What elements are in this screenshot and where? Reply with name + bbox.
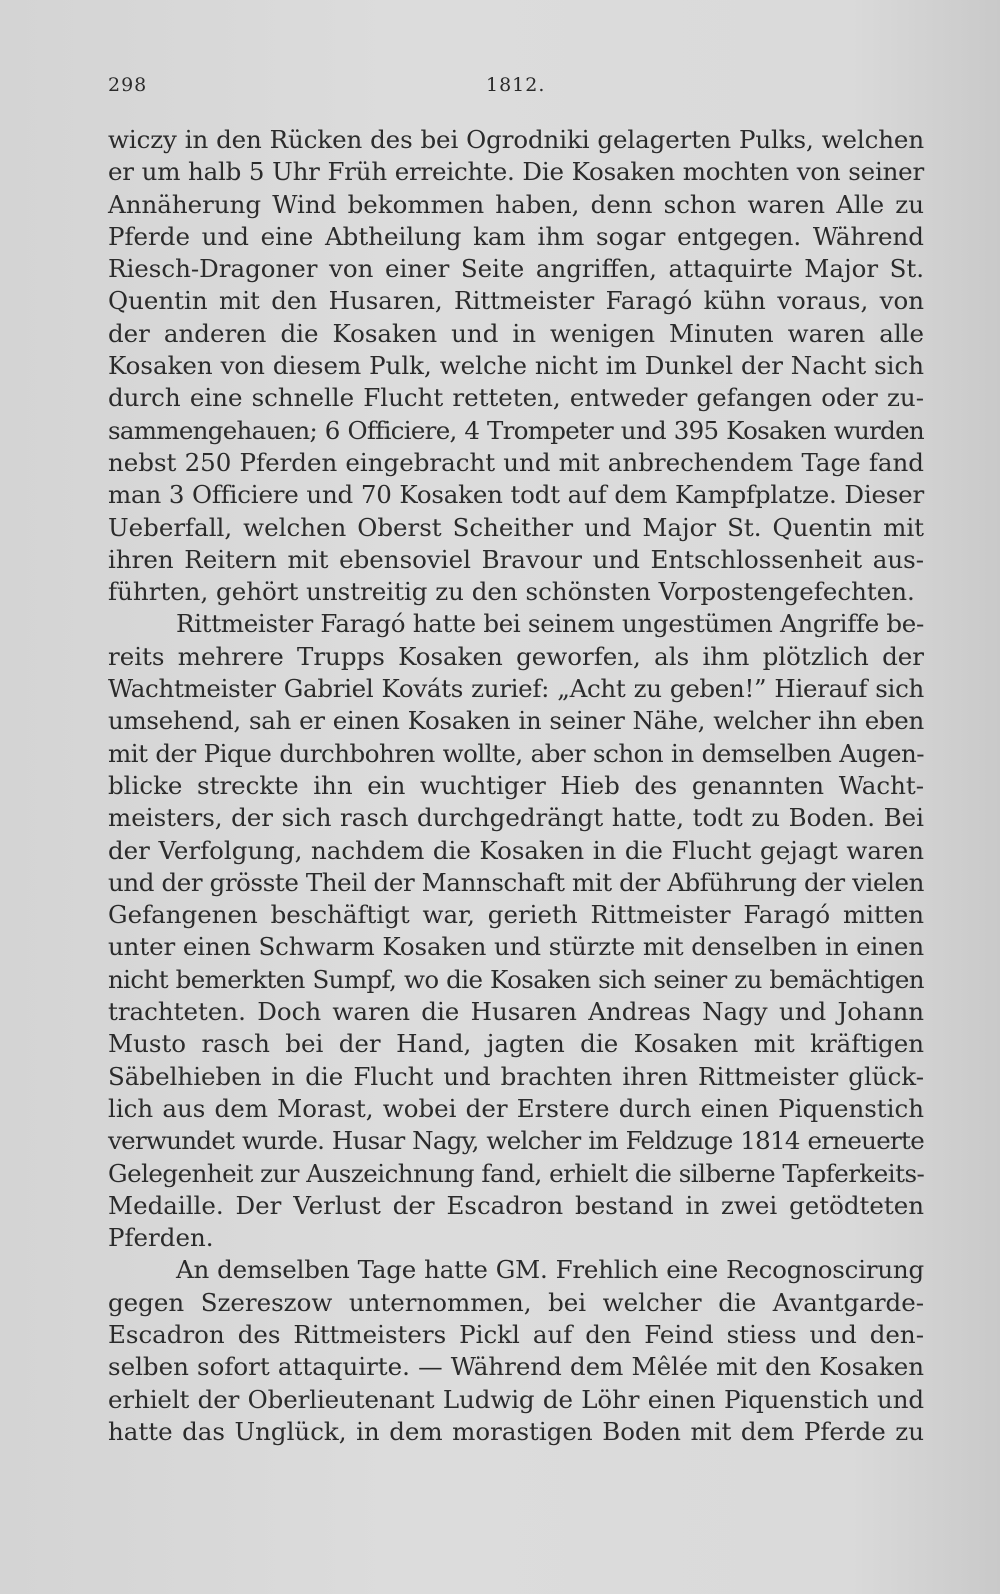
text-line: An demselben Tage hatte GM. Frehlich eine Recognoscirung bbox=[176, 1255, 924, 1285]
text-line: durch eine schnelle Flucht retteten, entweder gefangen oder zu- bbox=[108, 383, 924, 413]
text-line: erhielt der Oberlieutenant Ludwig de Löhr einen Piquenstich und bbox=[108, 1384, 924, 1414]
body-text bbox=[108, 124, 924, 1448]
text-line: Pferden. bbox=[108, 1223, 214, 1253]
text-line: Rittmeister Faragó hatte bei seinem ungestümen Angriffe be- bbox=[176, 609, 924, 639]
text-line: lich aus dem Morast, wobei der Erstere durch einen Piquenstich bbox=[108, 1093, 924, 1123]
text-line: trachteten. Doch waren die Husaren Andreas Nagy und Johann bbox=[108, 997, 924, 1027]
text-line: wiczy in den Rücken des bei Ogrodniki gelagerten Pulks, welchen bbox=[108, 125, 924, 154]
text-line: Annäherung Wind bekommen haben, denn schon waren Alle zu bbox=[108, 189, 924, 219]
text-line: der anderen die Kosaken und in wenigen Minuten waren alle bbox=[108, 318, 924, 348]
text-line: Kosaken von diesem Pulk, welche nicht im Dunkel der Nacht sich bbox=[108, 351, 924, 381]
text-line: nicht bemerkten Sumpf, wo die Kosaken sich seiner zu bemächtigen bbox=[108, 964, 924, 994]
text-line: hatte das Unglück, in dem morastigen Boden mit dem Pferde zu bbox=[108, 1416, 924, 1446]
text-line: unter einen Schwarm Kosaken und stürzte mit denselben in einen bbox=[108, 932, 924, 962]
text-line: blicke streckte ihn ein wuchtiger Hieb des genannten Wacht- bbox=[108, 770, 924, 800]
text-line: umsehend, sah er einen Kosaken in seiner Nähe, welcher ihn eben bbox=[108, 706, 924, 736]
text-line: ihren Reitern mit ebensoviel Bravour und Entschlossenheit aus- bbox=[108, 544, 924, 574]
text-line: führten, gehört unstreitig zu den schönsten Vorpostengefechten. bbox=[108, 577, 915, 607]
text-line: Wachtmeister Gabriel Kováts zurief: „Acht zu geben!” Hierauf sich bbox=[108, 674, 924, 704]
text-line: nebst 250 Pferden eingebracht und mit anbrechendem Tage fand bbox=[108, 447, 924, 477]
text-line: der Verfolgung, nachdem die Kosaken in die Flucht gejagt waren bbox=[108, 835, 924, 865]
text-line: Musto rasch bei der Hand, jagten die Kosaken mit kräftigen bbox=[108, 1029, 924, 1059]
text-line: Pferde und eine Abtheilung kam ihm sogar entgegen. Während bbox=[108, 221, 924, 251]
text-line: sammengehauen; 6 Officiere, 4 Trompeter und 395 Kosaken wurden bbox=[108, 415, 924, 445]
text-line: Escadron des Rittmeisters Pickl auf den Feind stiess und den- bbox=[108, 1319, 924, 1349]
text-line: meisters, der sich rasch durchgedrängt hatte, todt zu Boden. Bei bbox=[108, 803, 924, 833]
text-line: selben sofort attaquirte. — Während dem Mêlée mit den Kosaken bbox=[108, 1352, 924, 1382]
text-line: Ueberfall, welchen Oberst Scheither und Major St. Quentin mit bbox=[108, 512, 924, 542]
text-line: verwundet wurde. Husar Nagy, welcher im Feldzuge 1814 erneuerte bbox=[108, 1126, 924, 1156]
page-number: 298 bbox=[108, 74, 148, 96]
running-head bbox=[108, 74, 916, 104]
text-line: mit der Pique durchbohren wollte, aber schon in demselben Augen- bbox=[108, 738, 924, 768]
text-line: Gelegenheit zur Auszeichnung fand, erhielt die silberne Tapferkeits- bbox=[108, 1158, 925, 1188]
text-line: und der grösste Theil der Mannschaft mit der Abführung der vielen bbox=[108, 867, 924, 897]
text-line: Quentin mit den Husaren, Rittmeister Faragó kühn voraus, von bbox=[108, 286, 924, 316]
running-head-year: 1812. bbox=[486, 74, 546, 96]
text-line: Riesch-Dragoner von einer Seite angriffen, attaquirte Major St. bbox=[108, 254, 924, 284]
text-line: Säbelhieben in die Flucht und brachten ihren Rittmeister glück- bbox=[108, 1061, 924, 1091]
text-line: Gefangenen beschäftigt war, gerieth Rittmeister Faragó mitten bbox=[108, 900, 924, 930]
text-line: gegen Szereszow unternommen, bei welcher die Avantgarde- bbox=[108, 1287, 924, 1317]
text-line: man 3 Officiere und 70 Kosaken todt auf dem Kampfplatze. Dieser bbox=[108, 480, 924, 510]
text-line: reits mehrere Trupps Kosaken geworfen, als ihm plötzlich der bbox=[108, 641, 924, 671]
text-line: er um halb 5 Uhr Früh erreichte. Die Kosaken mochten von seiner bbox=[108, 157, 924, 187]
text-line: Medaille. Der Verlust der Escadron bestand in zwei getödteten bbox=[108, 1190, 924, 1220]
